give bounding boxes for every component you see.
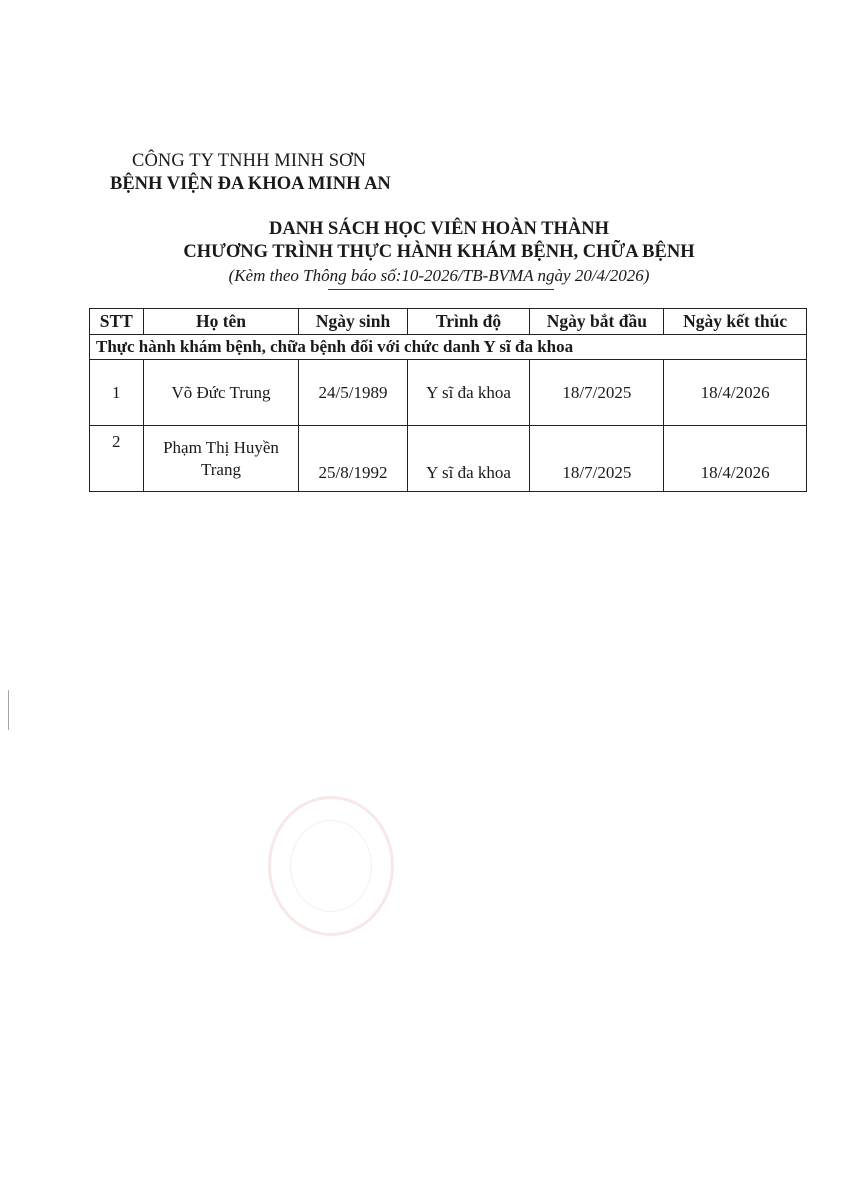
column-header-stt: STT — [90, 309, 144, 335]
section-title: Thực hành khám bệnh, chữa bệnh đối với chức danh Y sĩ đa khoa — [90, 335, 807, 360]
cell-level: Y sĩ đa khoa — [407, 360, 530, 426]
column-header-dob: Ngày sinh — [299, 309, 407, 335]
cell-name-line-1: Phạm Thị Huyền — [163, 437, 279, 457]
column-header-level: Trình độ — [407, 309, 530, 335]
cell-stt: 2 — [90, 426, 144, 492]
document-reference-note: (Kèm theo Thông báo số:10-2026/TB-BVMA ngày 20/4/2026) — [228, 266, 650, 285]
table-header-row — [90, 309, 807, 335]
faded-stamp-inner-ring — [290, 820, 372, 912]
column-header-end-date: Ngày kết thúc — [664, 309, 807, 335]
column-header-name: Họ tên — [143, 309, 299, 335]
cell-level: Y sĩ đa khoa — [407, 426, 530, 492]
section-row — [90, 335, 807, 360]
scan-edge-mark — [8, 690, 9, 730]
column-header-start-date: Ngày bắt đầu — [530, 309, 664, 335]
cell-name — [143, 426, 299, 492]
cell-dob: 25/8/1992 — [299, 426, 407, 492]
reference-underline — [328, 289, 554, 290]
cell-dob: 24/5/1989 — [299, 360, 407, 426]
document-title-line-1: DANH SÁCH HỌC VIÊN HOÀN THÀNH — [268, 219, 610, 239]
cell-stt: 1 — [90, 360, 144, 426]
trainee-table — [89, 308, 807, 492]
cell-start-date: 18/7/2025 — [530, 360, 664, 426]
hospital-name: BỆNH VIỆN ĐA KHOA MINH AN — [110, 174, 391, 194]
cell-end-date: 18/4/2026 — [664, 426, 807, 492]
cell-start-date: 18/7/2025 — [530, 426, 664, 492]
document-title-line-2: CHƯƠNG TRÌNH THỰC HÀNH KHÁM BỆNH, CHỮA BỆNH — [183, 242, 695, 262]
cell-name-line-2: Trang — [200, 459, 241, 479]
cell-name: Võ Đức Trung — [143, 360, 299, 426]
cell-end-date: 18/4/2026 — [664, 360, 807, 426]
company-name: CÔNG TY TNHH MINH SƠN — [132, 151, 367, 171]
table-row — [90, 426, 807, 492]
table-row — [90, 360, 807, 426]
